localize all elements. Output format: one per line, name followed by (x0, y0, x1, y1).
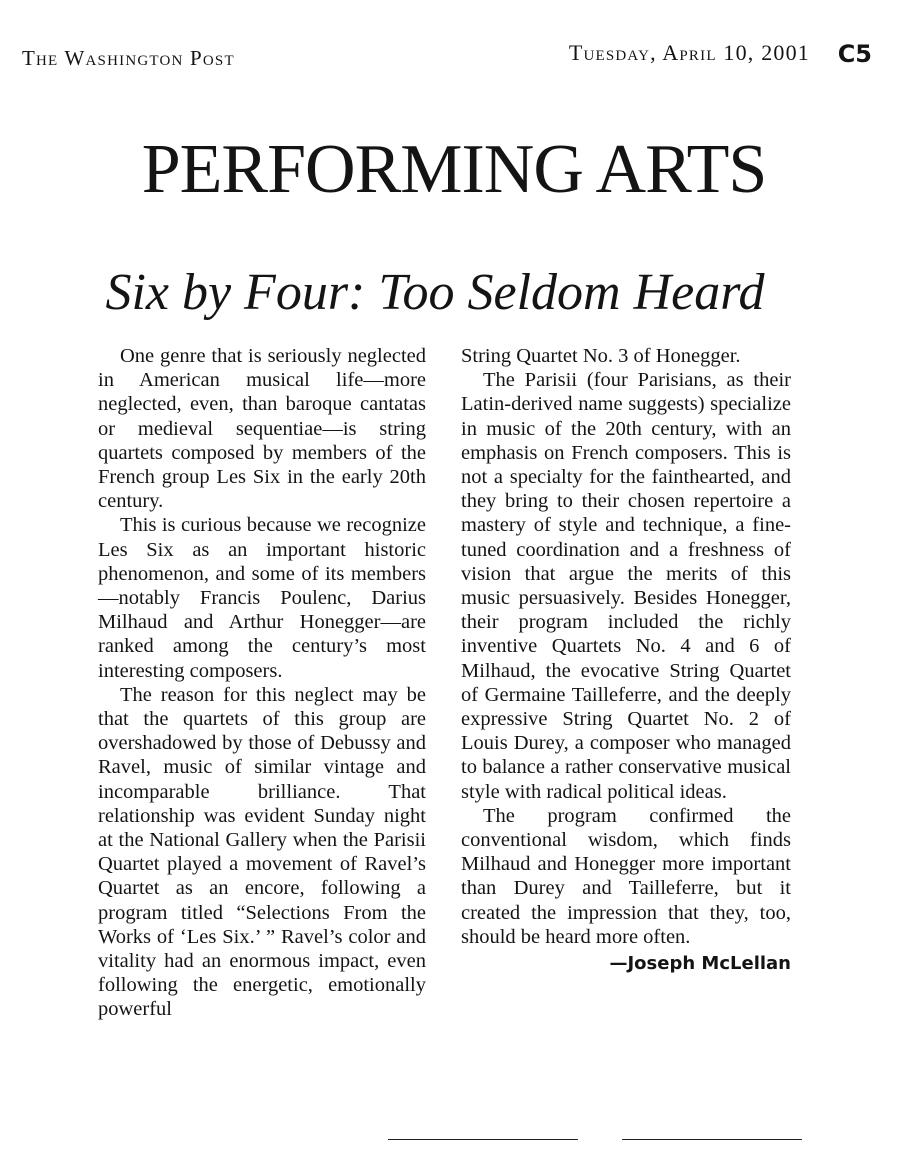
article-paragraph: The Parisii (four Parisians, as their Latin-derived name suggests) specialize in music of the 20th century, with an emphasis on French composers. This is not a specialty for the fainthearted, and they bring to their chosen repertoire a mastery of style and technique, a fine-tuned coordination and a freshness of vision that argue the merits of this music persuasively. Besides Honegger, their program included the richly inventive Quartets No. 4 and 6 of Milhaud, the evocative String Quartet of Germaine Tailleferre, and the deeply expressive String Quartet No. 2 of Louis Durey, a composer who managed to balance a rather conservative musical style with radical political ideas. (461, 369, 791, 803)
article-paragraph: This is curious because we recognize Les Six as an important historic phenomenon, and some of its members—notably Francis Poulenc, Darius Milhaud and Arthur Honegger—are ranked among the century’s most interesting composers. (98, 514, 426, 682)
article-headline: Six by Four: Too Seldom Heard (105, 264, 765, 321)
article-paragraph-continuation: String Quartet No. 3 of Honegger. (461, 345, 741, 367)
article-column-right (461, 344, 791, 977)
article-paragraph: One genre that is seriously neglected in American musical life—more neglected, even, than baroque cantatas or medieval sequentiae—is string quartets composed by members of the French group Les Six in the early 20th century. (98, 345, 426, 513)
footer-rule (388, 1139, 578, 1140)
footer-rule (622, 1139, 802, 1140)
article-paragraph: The reason for this neglect may be that the quartets of this group are overshadowed by those of Debussy and Ravel, music of similar vintage and incomparable brilliance. That relationship was evident Sunday night at the National Gallery when the Parisii Quartet played a movement of Ravel’s Quartet as an encore, following a program titled “Selections From the Works of ‘Les Six.’ ” Ravel’s color and vitality had an enormous impact, even following the energetic, emotionally powerful (98, 683, 426, 1021)
publication-name: The Washington Post (22, 46, 235, 70)
article-paragraph: The program confirmed the conventional wisdom, which finds Milhaud and Honegger more important than Durey and Tailleferre, but it created the impression that they, too, should be heard more often. (461, 804, 791, 948)
article-column-left (98, 344, 426, 1022)
section-title: PERFORMING ARTS (141, 131, 767, 208)
issue-date: Tuesday, April 10, 2001 (568, 40, 810, 65)
page-number: C5 (837, 40, 872, 68)
byline: —Joseph McLellan (609, 953, 791, 975)
